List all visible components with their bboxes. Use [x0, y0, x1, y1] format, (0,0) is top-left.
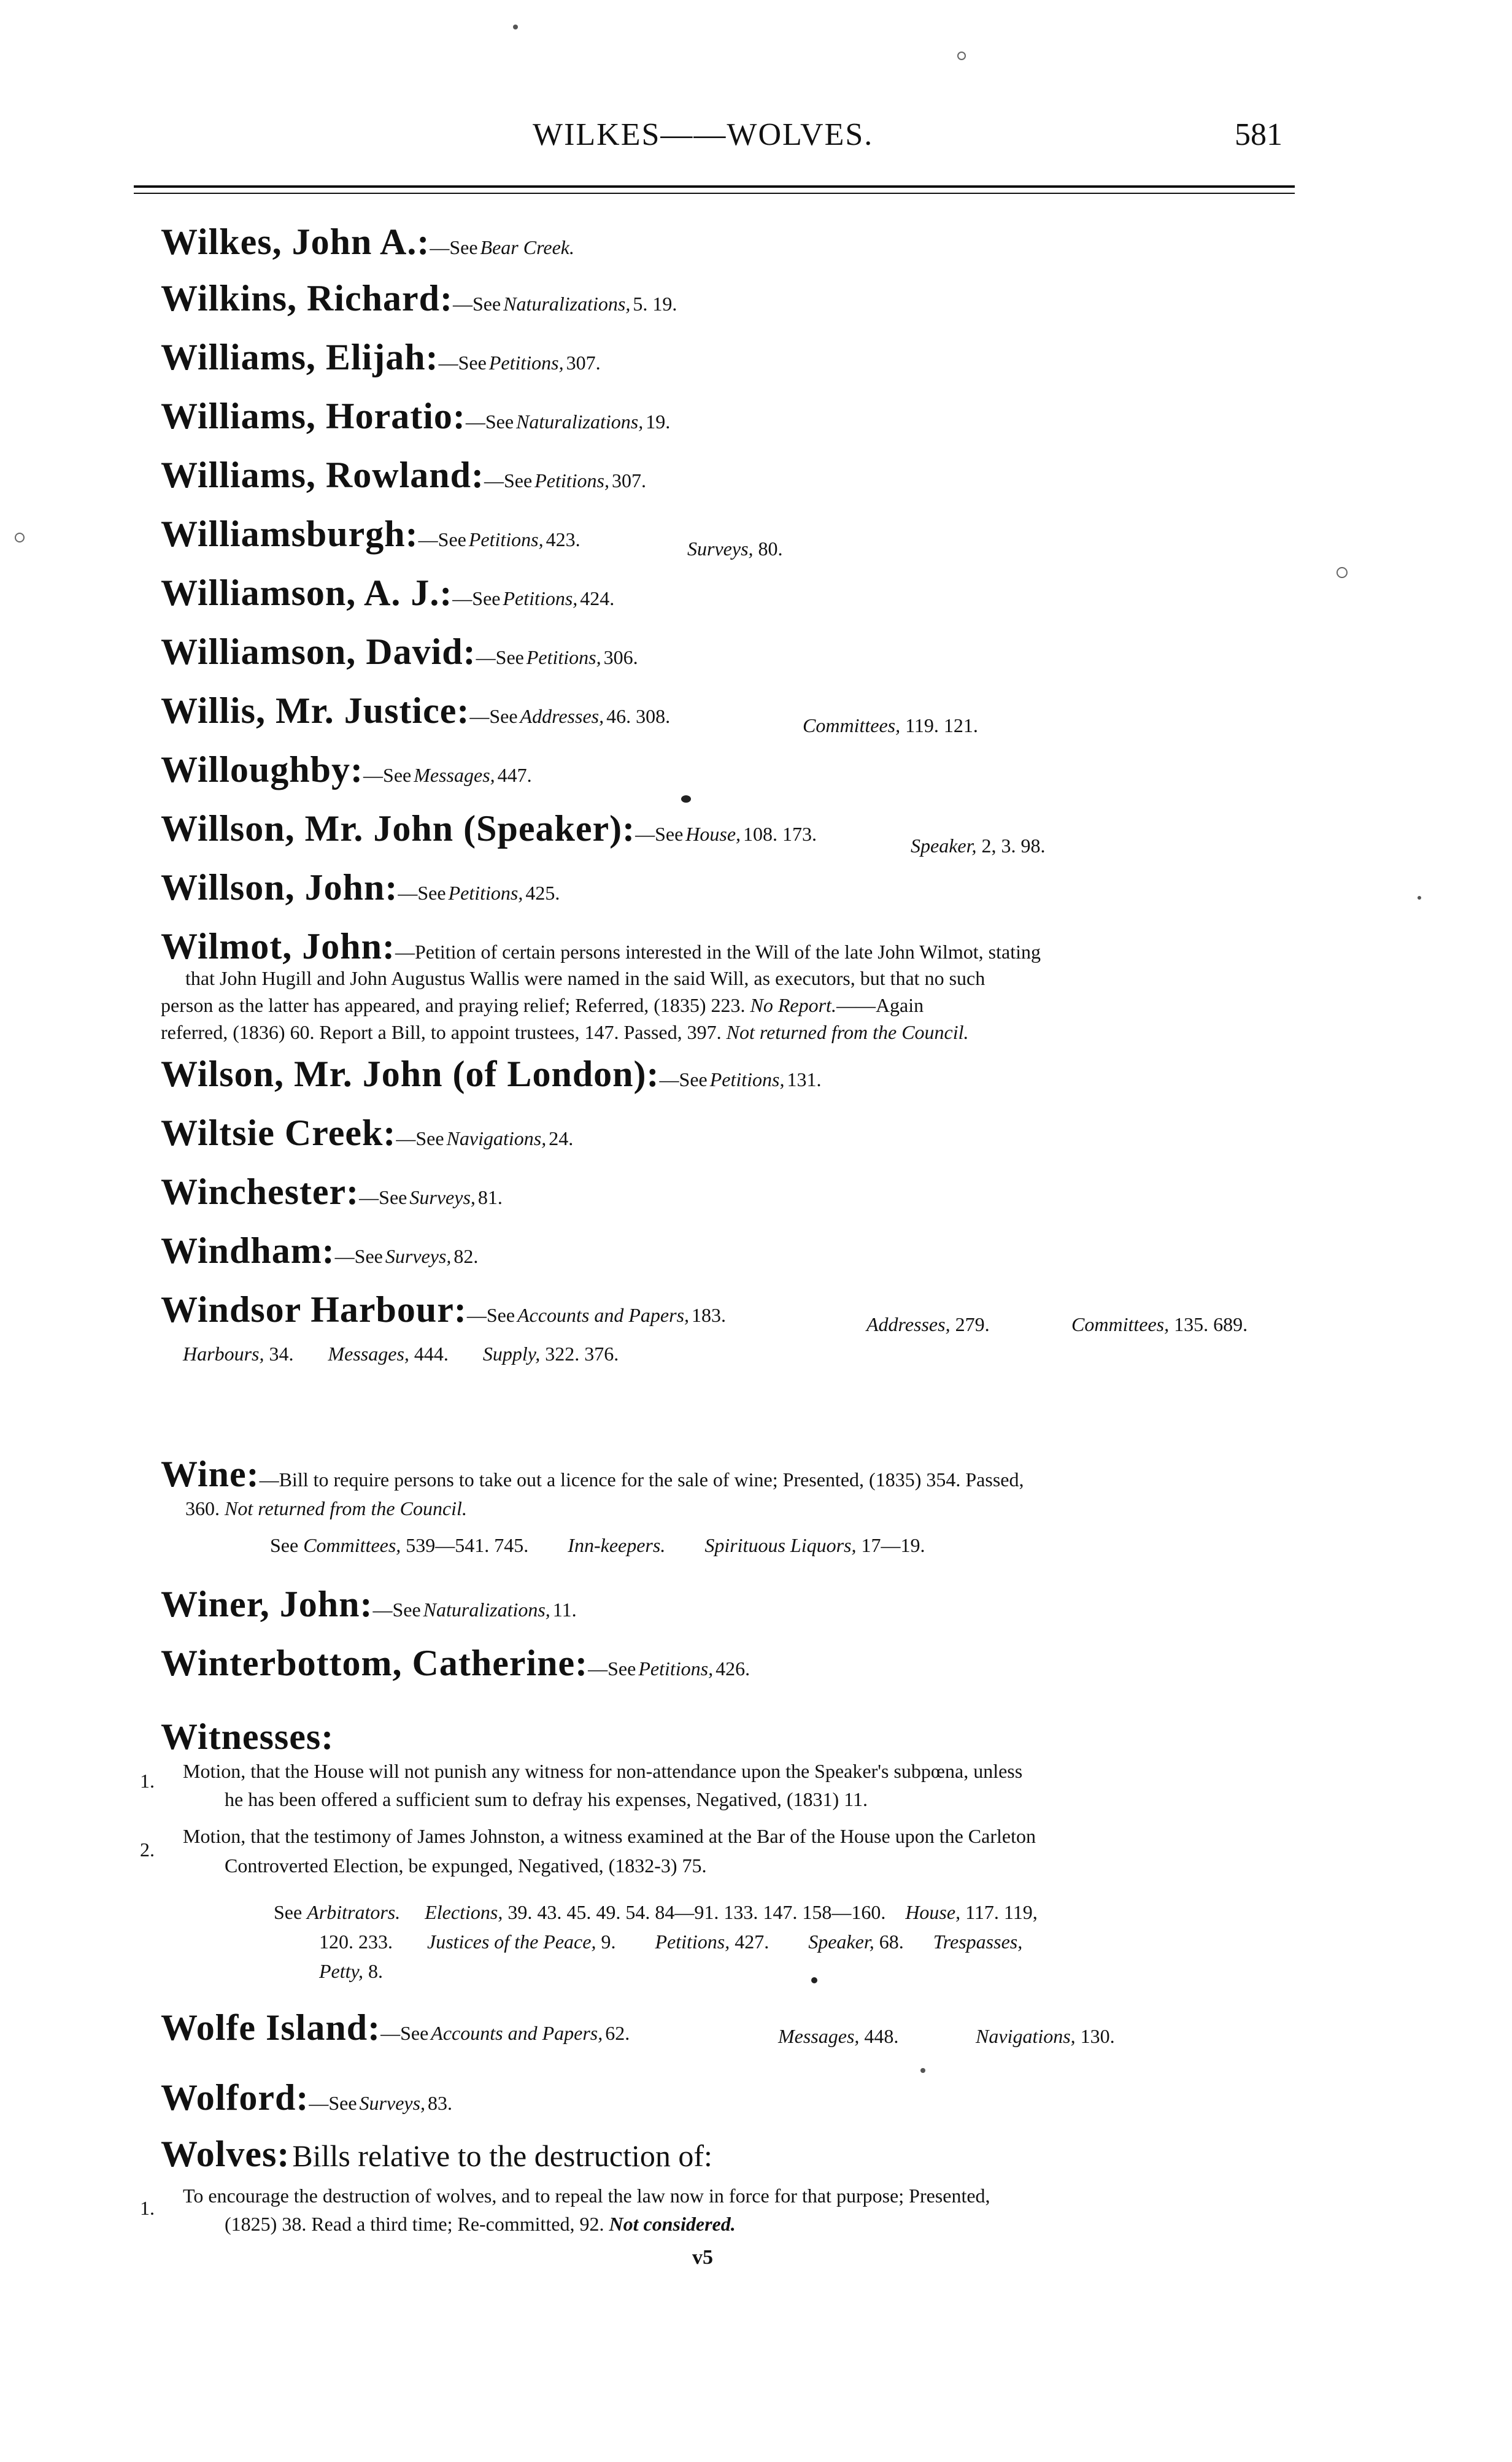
entry-ref: Harbours, — [183, 1343, 264, 1365]
entry-text: —Bill to require persons to take out a licence for the sale of wine; Presented, (1835) 354. Passed, — [259, 1468, 1024, 1491]
index-entry — [161, 1230, 478, 1272]
entry-name: Wilkes, John A.: — [161, 222, 430, 262]
entry-text — [161, 994, 924, 1017]
entry-name: Willis, Mr. Justice: — [161, 690, 470, 731]
see-label: —See — [396, 1127, 444, 1149]
see-label: —See — [359, 1186, 407, 1208]
entry-nums: 5. 19. — [633, 293, 677, 315]
extra-ref-nums: 130. — [1080, 2025, 1115, 2047]
entry-nums: 81. — [477, 1186, 503, 1208]
see-label: —See — [453, 293, 501, 315]
entry-ref: Surveys, — [359, 2092, 426, 2114]
see-label: —See — [476, 646, 524, 668]
entry-ref: Messages, — [328, 1343, 409, 1365]
see-label: —See — [418, 528, 466, 550]
scan-speck — [681, 795, 691, 803]
entry-ref: Messages, — [414, 764, 495, 786]
entry-ref: Navigations, — [446, 1127, 547, 1149]
index-entry — [161, 1171, 503, 1213]
extra-ref — [976, 2025, 1115, 2048]
index-entry — [161, 2077, 452, 2119]
entry-text: —Petition of certain persons interested in the Will of the late John Wilmot, stating — [395, 941, 1041, 963]
scan-speck — [15, 533, 25, 542]
entry-name: Wiltsie Creek: — [161, 1113, 396, 1153]
entry-name: Witnesses: — [161, 1716, 334, 1757]
see-label: —See — [588, 1657, 636, 1680]
entry-nums: 306. — [603, 646, 638, 668]
entry-name: Willoughby: — [161, 749, 364, 790]
entry-ref: Speaker, — [808, 1931, 874, 1953]
entry-nums: 24. — [549, 1127, 574, 1149]
extra-ref-nums: 80. — [758, 538, 783, 560]
entry-ref: Petitions, — [448, 882, 523, 904]
see-label: —See — [484, 469, 533, 492]
see-label: —See — [452, 587, 501, 609]
entry-nums: 447. — [497, 764, 532, 786]
see-label: See — [274, 1901, 303, 1923]
entry-name: Williamson, A. J.: — [161, 573, 453, 613]
entry-ref: Elections, — [425, 1901, 503, 1923]
entry-name: Wolfe Island: — [161, 2007, 381, 2048]
signature-mark: v5 — [692, 2246, 713, 2269]
entry-status: Not returned from the Council. — [225, 1497, 467, 1519]
entry-nums: 426. — [716, 1657, 750, 1680]
see-label: —See — [465, 411, 514, 433]
entry-ref: Petitions, — [638, 1657, 714, 1680]
index-entry — [161, 749, 532, 791]
entry-name: Windsor Harbour: — [161, 1289, 467, 1330]
entry-ref: Trespasses, — [933, 1931, 1023, 1953]
entry-nums: 444. — [414, 1343, 449, 1365]
item-number: 2. — [140, 1839, 155, 1861]
entry-nums: 183. — [692, 1304, 727, 1326]
index-entry — [161, 1112, 573, 1154]
entry-text-part: referred, (1836) 60. Report a Bill, to appoint trustees, 147. Passed, 397. — [161, 1021, 722, 1043]
extra-ref — [1071, 1313, 1248, 1336]
see-label: —See — [659, 1068, 708, 1090]
see-label: —See — [635, 823, 684, 845]
entry-nums: 424. — [580, 587, 615, 609]
entry-text — [185, 1497, 467, 1520]
extra-ref-nums: 279. — [955, 1313, 990, 1335]
entry-nums: 34. — [269, 1343, 294, 1365]
extra-ref-name: Addresses, — [866, 1313, 951, 1335]
index-entry — [161, 1583, 577, 1626]
extra-ref-nums: 2, 3. 98. — [981, 835, 1046, 857]
entry-nums: 423. — [546, 528, 580, 550]
index-entry — [161, 513, 580, 555]
extra-ref-name: Surveys, — [687, 538, 754, 560]
see-label: —See — [430, 236, 478, 258]
entry-nums: 117. 119, — [965, 1901, 1038, 1923]
entry-name: Williams, Elijah: — [161, 337, 439, 377]
entry-name: Willson, Mr. John (Speaker): — [161, 808, 636, 849]
entry-text: he has been offered a sufficient sum to defray his expenses, Negatived, (1831) 11. — [225, 1788, 868, 1810]
entry-ref: Accounts and Papers, — [517, 1304, 690, 1326]
entry-ref: Addresses, — [520, 705, 604, 727]
entry-ref: Justices of the Peace, — [427, 1931, 596, 1953]
entry-name: Wine: — [161, 1454, 260, 1494]
entry-text: Motion, that the House will not punish any witness for non-attendance upon the Speaker's subpœna, unless — [183, 1760, 1023, 1782]
extra-ref-nums: 448. — [864, 2025, 899, 2047]
entry-nums: 19. — [646, 411, 671, 433]
entry-ref: Arbitrators. — [307, 1901, 401, 1923]
entry-text — [225, 2213, 736, 2236]
entry-name: Winchester: — [161, 1171, 360, 1212]
entry-ref: House, — [685, 823, 741, 845]
index-entry-witnesses — [161, 1716, 334, 1758]
entry-nums: 307. — [566, 352, 601, 374]
see-also-line — [270, 1534, 925, 1557]
extra-ref-nums: 119. 121. — [905, 714, 978, 736]
entry-nums: 83. — [428, 2092, 453, 2114]
scan-speck — [1418, 896, 1421, 900]
index-entry-wilmot — [161, 925, 1041, 968]
entry-nums: 46. 308. — [606, 705, 671, 727]
page-number: 581 — [1235, 117, 1282, 152]
entry-subtitle: Bills relative to the destruction of: — [292, 2139, 712, 2173]
extra-ref — [803, 714, 978, 737]
see-label: See — [270, 1534, 299, 1556]
entry-ref: Petitions, — [468, 528, 544, 550]
entry-ref: Petitions, — [709, 1068, 785, 1090]
see-label: —See — [469, 705, 518, 727]
entry-nums: 120. 233. — [319, 1931, 393, 1953]
index-entry — [161, 1642, 750, 1684]
item-number: 1. — [140, 1770, 155, 1792]
index-entry-wine — [161, 1453, 1024, 1495]
entry-nums: 427. — [735, 1931, 770, 1953]
entry-text-part: (1825) 38. Read a third time; Re-committed, 92. — [225, 2213, 604, 2235]
entry-nums: 11. — [552, 1599, 577, 1621]
index-entry — [161, 336, 601, 379]
extra-ref-name: Committees, — [803, 714, 901, 736]
entry-status: Not returned from the Council. — [726, 1021, 969, 1043]
index-entry-wolves — [161, 2133, 712, 2175]
header-rule-thick — [134, 185, 1295, 188]
entry-ref: Committees, — [303, 1534, 401, 1556]
item-number: 1. — [140, 2197, 155, 2219]
index-entry — [161, 2007, 630, 2049]
entry-nums: 322. 376. — [545, 1343, 619, 1365]
entry-nums: 82. — [453, 1245, 479, 1267]
see-label: —See — [466, 1304, 515, 1326]
see-also-line — [319, 1960, 383, 1983]
entry-name: Windham: — [161, 1230, 335, 1271]
entry-ref: Accounts and Papers, — [431, 2022, 603, 2044]
entry-text — [161, 1021, 969, 1044]
extra-ref-name: Speaker, — [911, 835, 977, 857]
extra-ref-name: Navigations, — [976, 2025, 1076, 2047]
index-entry — [161, 277, 677, 320]
entry-name: Williamsburgh: — [161, 514, 418, 554]
scan-speck — [513, 25, 518, 29]
index-entry — [161, 221, 574, 263]
entry-ref: Petty, — [319, 1960, 363, 1982]
scan-speck — [811, 1977, 817, 1983]
see-label: —See — [334, 1245, 383, 1267]
entry-name: Wolford: — [161, 2077, 309, 2118]
running-head: WILKES——WOLVES. — [533, 117, 874, 152]
index-entry — [161, 808, 817, 850]
extra-ref-name: Messages, — [778, 2025, 860, 2047]
entry-ref: Petitions, — [534, 469, 609, 492]
index-entry-windsor — [161, 1289, 726, 1331]
see-also-line — [319, 1931, 1022, 1953]
extra-ref-nums: 135. 689. — [1174, 1313, 1248, 1335]
entry-nums: 68. — [879, 1931, 904, 1953]
entry-ref: Spirituous Liquors, — [704, 1534, 857, 1556]
entry-ref: Naturalizations, — [516, 411, 644, 433]
entry-nums: 131. — [787, 1068, 822, 1090]
entry-text: Motion, that the testimony of James Johnston, a witness examined at the Bar of the House upon the Carleton — [183, 1825, 1036, 1847]
extra-ref — [911, 835, 1046, 857]
header-rule-thin — [134, 193, 1295, 194]
entry-text-part: 360. — [185, 1497, 220, 1519]
index-entry — [161, 572, 614, 614]
scan-speck — [920, 2068, 925, 2073]
index-entry — [161, 631, 638, 673]
entry-ref: Petitions, — [655, 1931, 730, 1953]
entry-ref: Petitions, — [503, 587, 578, 609]
entry-ref: House, — [905, 1901, 961, 1923]
entry-nums: 62. — [605, 2022, 630, 2044]
index-entry — [161, 454, 646, 496]
entry-ref: Supply, — [482, 1343, 541, 1365]
entry-text: Controverted Election, be expunged, Negatived, (1832-3) 75. — [225, 1854, 707, 1877]
entry-nums: 8. — [368, 1960, 383, 1982]
entry-text: To encourage the destruction of wolves, and to repeal the law now in force for that purpose; Presented, — [183, 2185, 990, 2207]
extra-ref — [778, 2025, 898, 2048]
entry-name: Winer, John: — [161, 1584, 373, 1624]
entry-nums: 425. — [525, 882, 560, 904]
entry-name: Wolves: — [161, 2134, 290, 2174]
entry-status: Not considered. — [609, 2213, 736, 2235]
entry-text: that John Hugill and John Augustus Wallis were named in the said Will, as executors, but that no such — [185, 967, 986, 989]
entry-ref: Inn-keepers. — [568, 1534, 666, 1556]
entry-text-part: ——Again — [836, 994, 924, 1016]
entry-status: No Report. — [750, 994, 836, 1016]
entry-nums: 9. — [601, 1931, 616, 1953]
index-entry — [161, 690, 670, 732]
extra-ref — [687, 538, 783, 560]
see-label: —See — [372, 1599, 421, 1621]
entry-text — [183, 1343, 619, 1365]
see-label: —See — [363, 764, 412, 786]
entry-name: Williams, Rowland: — [161, 455, 484, 495]
extra-ref-name: Committees, — [1071, 1313, 1170, 1335]
entry-ref: Petitions, — [488, 352, 564, 374]
entry-name: Winterbottom, Catherine: — [161, 1643, 588, 1683]
entry-nums: 39. 43. 45. 49. 54. 84—91. 133. 147. 158—160. — [507, 1901, 886, 1923]
entry-name: Wilmot, John: — [161, 926, 395, 967]
scan-speck — [1336, 567, 1348, 578]
entry-ref: Surveys, — [385, 1245, 452, 1267]
entry-nums: 17—19. — [861, 1534, 925, 1556]
scan-speck — [957, 52, 966, 60]
entry-name: Wilkins, Richard: — [161, 278, 453, 318]
entry-name: Willson, John: — [161, 867, 398, 908]
entry-ref: Petitions, — [526, 646, 601, 668]
entry-text-part: person as the latter has appeared, and praying relief; Referred, (1835) 223. — [161, 994, 746, 1016]
index-entry — [161, 395, 670, 438]
entry-name: Williamson, David: — [161, 631, 476, 672]
entry-ref: Naturalizations, — [503, 293, 631, 315]
see-also-line — [274, 1901, 1038, 1924]
extra-ref — [866, 1313, 990, 1336]
entry-ref: Bear Creek. — [480, 236, 574, 258]
index-entry — [161, 866, 560, 909]
see-label: —See — [438, 352, 487, 374]
entry-nums: 108. 173. — [743, 823, 817, 845]
see-label: —See — [398, 882, 446, 904]
entry-name: Wilson, Mr. John (of London): — [161, 1054, 660, 1094]
entry-ref: Surveys, — [409, 1186, 476, 1208]
entry-ref: Naturalizations, — [423, 1599, 550, 1621]
see-label: —See — [309, 2092, 357, 2114]
entry-nums: 307. — [611, 469, 646, 492]
see-label: —See — [380, 2022, 429, 2044]
entry-nums: 539—541. 745. — [406, 1534, 529, 1556]
entry-name: Williams, Horatio: — [161, 396, 466, 436]
index-entry — [161, 1053, 821, 1095]
